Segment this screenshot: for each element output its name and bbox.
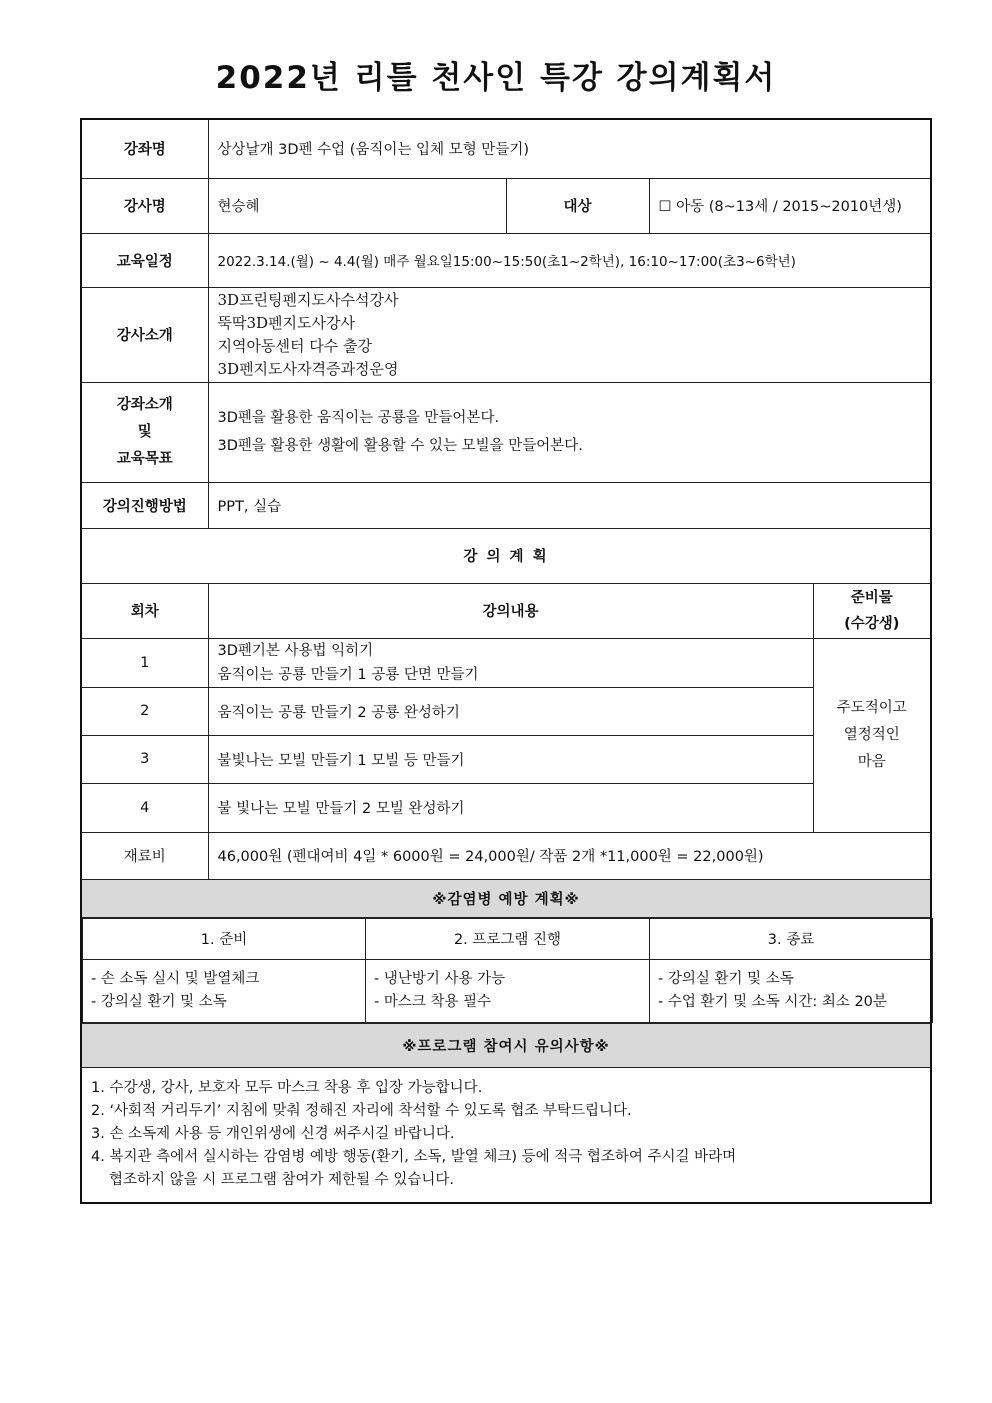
prep-header-line: 준비물 xyxy=(850,589,893,606)
prevention-line: - 마스크 착용 필수 xyxy=(374,993,492,1010)
schedule-row xyxy=(81,233,931,287)
document-title: 2022년 리틀 천사인 특강 강의계획서 xyxy=(215,60,777,96)
prep-materials xyxy=(813,638,931,832)
lecture-plan-table xyxy=(80,118,932,1204)
instructor-label: 강사명 xyxy=(81,178,208,233)
note-line: 1. 수강생, 강사, 보호자 모두 마스크 착용 후 입장 가능합니다. xyxy=(91,1080,483,1097)
target-label: 대상 xyxy=(506,178,649,233)
note-line: 2. ‘사회적 거리두기’ 지침에 맞춰 정해진 자리에 착석할 수 있도록 협조 부탁드립니다. xyxy=(91,1103,632,1120)
intro-line: 3D펜지도사자격증과정운영 xyxy=(217,359,399,378)
session-content: 움직이는 공룡 만들기 2 공룡 완성하기 xyxy=(208,687,813,735)
prep-line: 마음 xyxy=(857,753,886,770)
prevention-line: - 강의실 환기 및 소독 xyxy=(91,993,227,1010)
prep-line: 열정적인 xyxy=(843,726,900,743)
session-row xyxy=(81,783,931,832)
session-line: 움직이는 공룡 만들기 1 공룡 단면 만들기 xyxy=(217,666,479,683)
course-name-value: 상상날개 3D펜 수업 (움직이는 입체 모형 만들기) xyxy=(208,119,931,178)
prevention-col-progress-title: 2. 프로그램 진행 xyxy=(366,918,650,959)
prevention-heading-row xyxy=(81,879,931,917)
instructor-value: 현승혜 xyxy=(208,178,506,233)
goal-label-line: 및 xyxy=(137,423,152,440)
intro-line: 뚝딱3D펜지도사강사 xyxy=(217,313,355,332)
prevention-section xyxy=(81,917,931,1023)
material-cost-row xyxy=(81,832,931,879)
notes-heading: ※프로그램 참여시 유의사항※ xyxy=(81,1023,931,1067)
prevention-line: - 손 소독 실시 및 발열체크 xyxy=(91,970,260,987)
session-row xyxy=(81,735,931,783)
intro-line: 3D프린팅펜지도사수석강사 xyxy=(217,290,399,309)
material-cost-label: 재료비 xyxy=(81,832,208,879)
notes-row xyxy=(81,1067,931,1203)
session-number: 4 xyxy=(81,783,208,832)
course-name-label: 강좌명 xyxy=(81,119,208,178)
course-goal-row xyxy=(81,382,931,482)
prevention-heading: ※감염병 예방 계획※ xyxy=(81,879,931,917)
prevention-line: - 냉난방기 사용 가능 xyxy=(374,970,506,987)
method-row xyxy=(81,482,931,528)
session-content: 불빛나는 모빌 만들기 1 모빌 등 만들기 xyxy=(208,735,813,783)
schedule-value: 2022.3.14.(월) ~ 4.4(월) 매주 월요일15:00~15:50(초1~2학년), 16:10~17:00(초3~6학년) xyxy=(208,233,931,287)
schedule-label: 교육일정 xyxy=(81,233,208,287)
instructor-intro-value xyxy=(208,287,931,382)
material-cost-value: 46,000원 (펜대여비 4일 * 6000원 = 24,000원/ 작품 2개 *11,000원 = 22,000원) xyxy=(208,832,931,879)
prep-column-header xyxy=(813,583,931,638)
session-number: 1 xyxy=(81,638,208,687)
intro-line: 지역아동센터 다수 출강 xyxy=(217,336,372,355)
goal-line: 3D펜을 활용한 생활에 활용할 수 있는 모빌을 만들어본다. xyxy=(217,438,583,454)
notes-heading-row xyxy=(81,1023,931,1067)
session-line: 3D펜기본 사용법 익히기 xyxy=(217,642,374,659)
prep-line: 주도적이고 xyxy=(836,699,907,716)
course-name-row xyxy=(81,119,931,178)
instructor-intro-label: 강사소개 xyxy=(81,287,208,382)
course-goal-value xyxy=(208,382,931,482)
session-content: 불 빛나는 모빌 만들기 2 모빌 완성하기 xyxy=(208,783,813,832)
plan-header-row xyxy=(81,583,931,638)
goal-line: 3D펜을 활용한 움직이는 공룡을 만들어본다. xyxy=(217,410,500,426)
session-column-header: 회차 xyxy=(81,583,208,638)
prevention-col-progress-content xyxy=(366,959,650,1022)
note-line: 3. 손 소독제 사용 등 개인위생에 신경 써주시길 바랍니다. xyxy=(91,1126,455,1143)
session-content xyxy=(208,638,813,687)
method-label: 강의진행방법 xyxy=(81,482,208,528)
content-column-header: 강의내용 xyxy=(208,583,813,638)
session-number: 2 xyxy=(81,687,208,735)
plan-heading: 강 의 계 획 xyxy=(81,528,931,583)
course-goal-label xyxy=(81,382,208,482)
goal-label-line: 강좌소개 xyxy=(116,396,173,413)
prevention-col-end-content xyxy=(650,959,933,1022)
prevention-section-row xyxy=(81,917,931,1023)
method-value: PPT, 실습 xyxy=(208,482,931,528)
plan-heading-row xyxy=(81,528,931,583)
session-number: 3 xyxy=(81,735,208,783)
note-line: 협조하지 않을 시 프로그램 참여가 제한될 수 있습니다. xyxy=(109,1172,455,1189)
goal-label-line: 교육목표 xyxy=(116,450,173,467)
prevention-table xyxy=(82,918,933,1023)
prevention-line: - 강의실 환기 및 소독 xyxy=(658,970,794,987)
prevention-line: - 수업 환기 및 소독 시간: 최소 20분 xyxy=(658,993,887,1010)
note-line: 4. 복지관 측에서 실시하는 감염병 예방 행동(환기, 소독, 발열 체크) 등에 적극 협조하여 주시길 바라며 xyxy=(91,1149,737,1166)
instructor-intro-row xyxy=(81,287,931,382)
prep-header-line: (수강생) xyxy=(844,615,900,632)
session-row xyxy=(81,638,931,687)
instructor-row xyxy=(81,178,931,233)
prevention-col-prepare-title: 1. 준비 xyxy=(83,918,366,959)
prevention-col-end-title: 3. 종료 xyxy=(650,918,933,959)
notes-content xyxy=(81,1067,931,1203)
target-value: ☐ 아동 (8~13세 / 2015~2010년생) xyxy=(649,178,931,233)
session-row xyxy=(81,687,931,735)
prevention-col-prepare-content xyxy=(83,959,366,1022)
